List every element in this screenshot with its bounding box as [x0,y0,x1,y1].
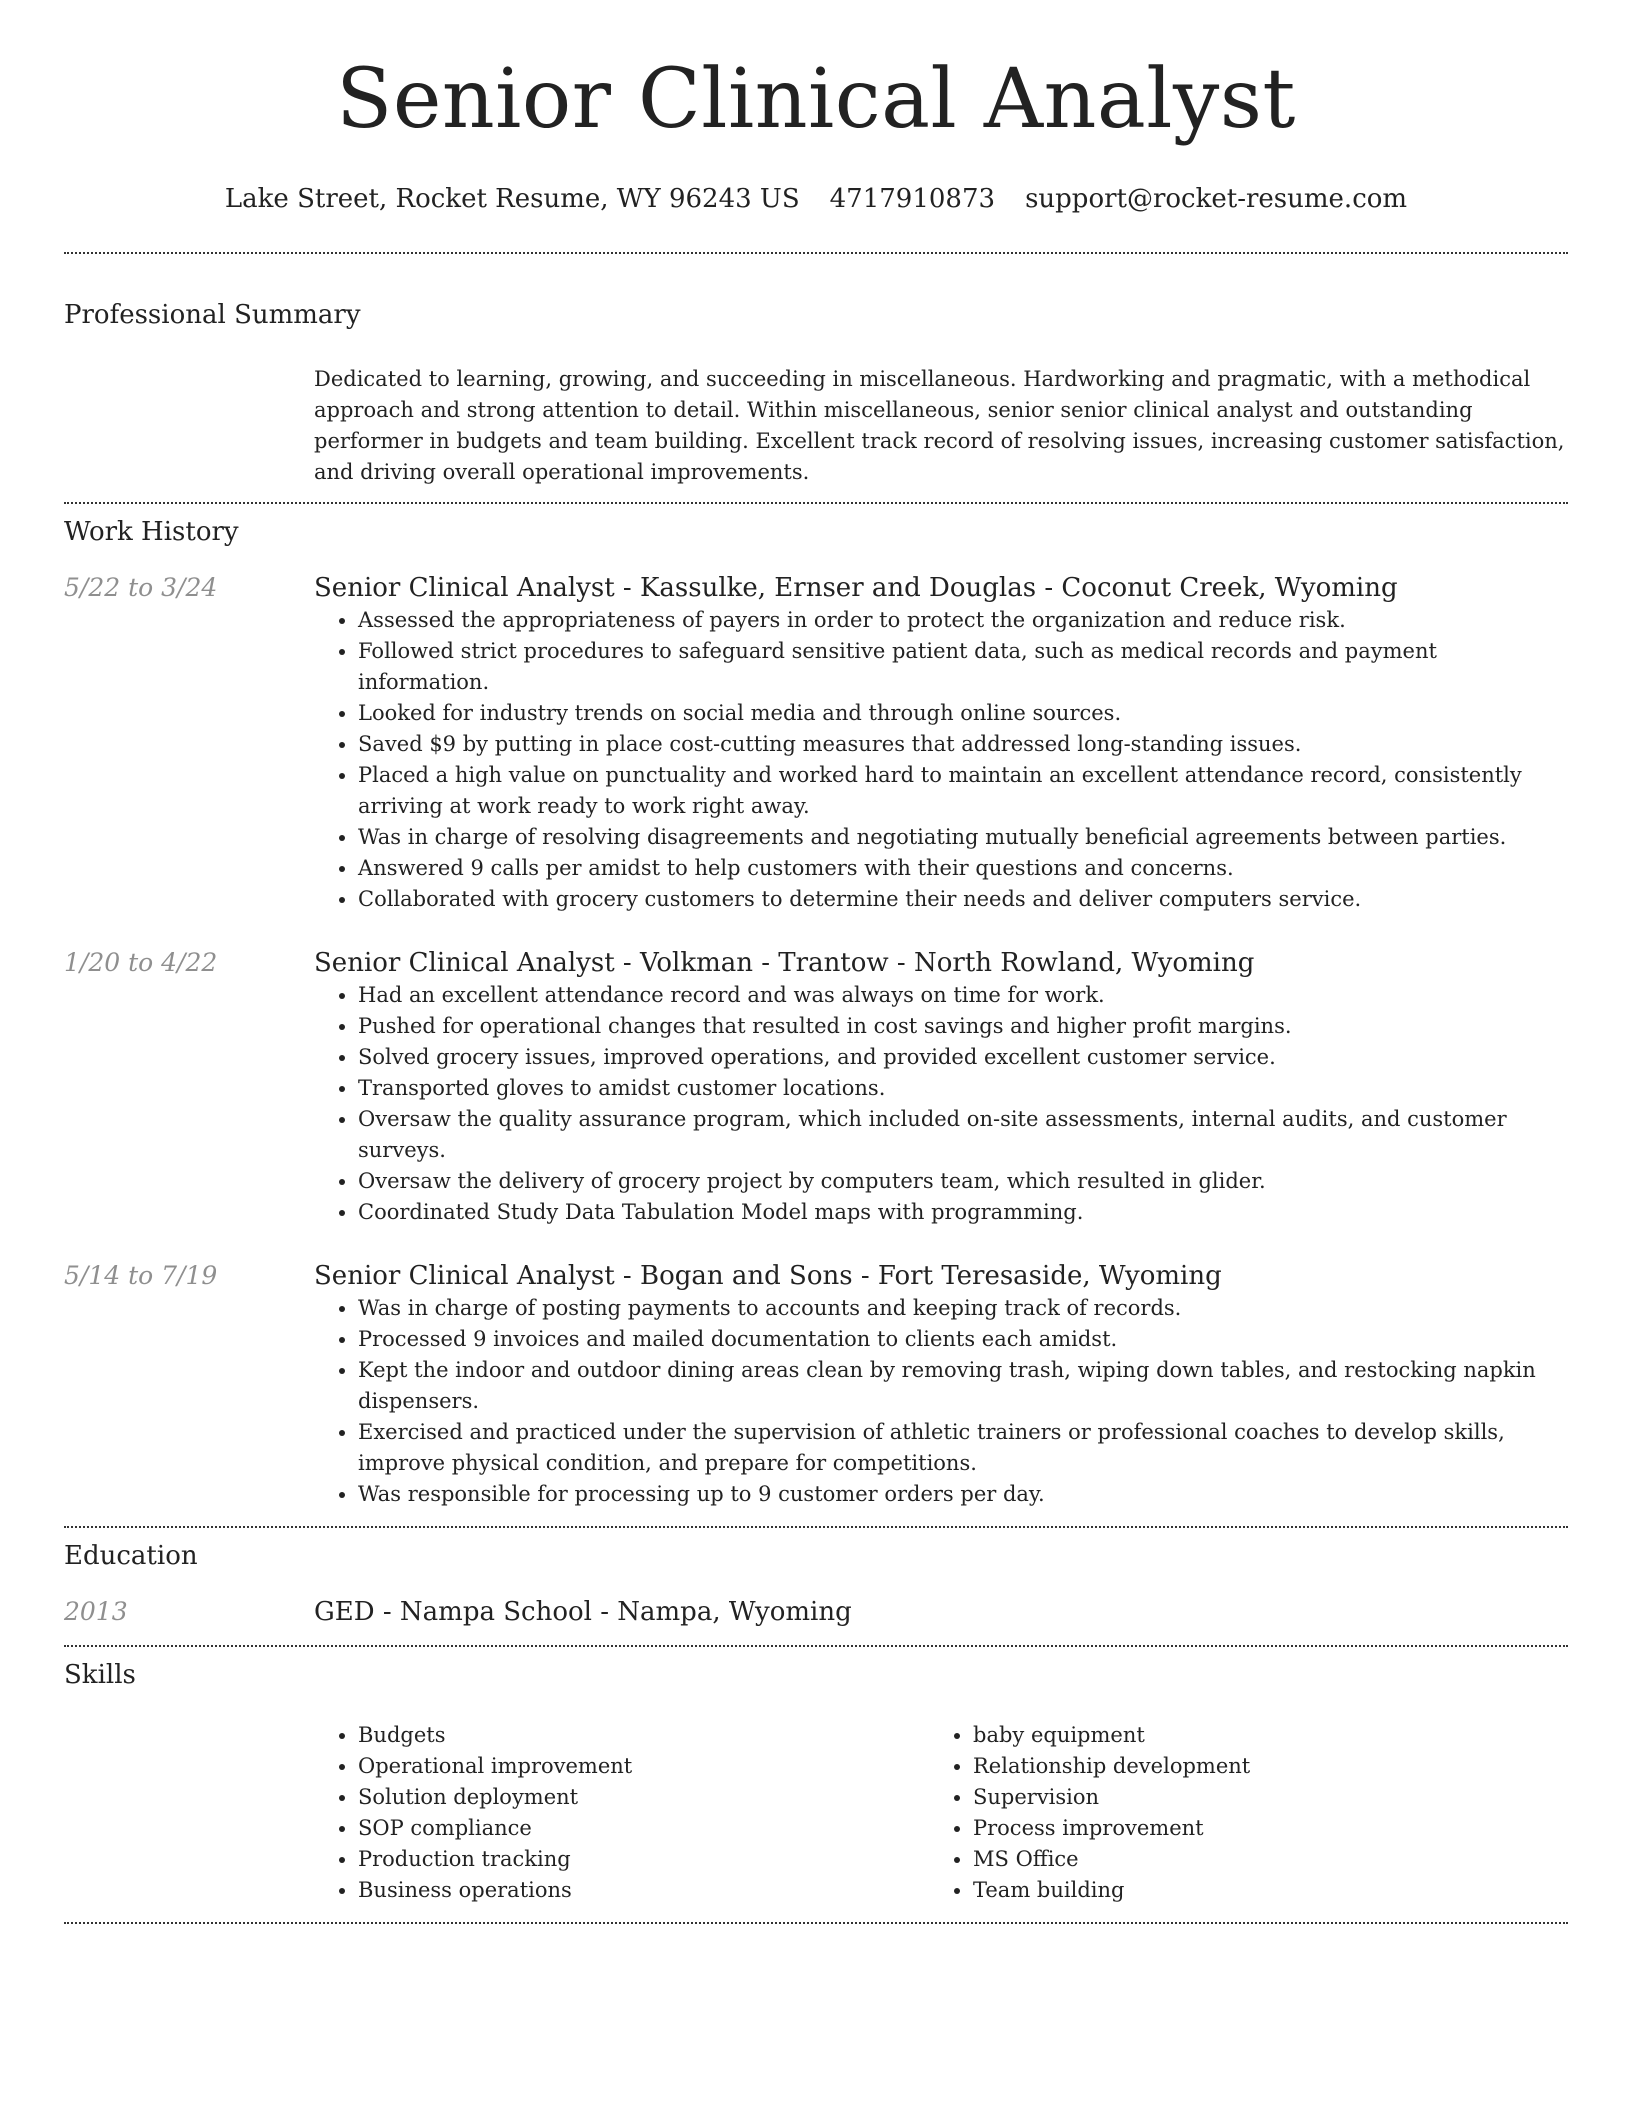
phone: 4717910873 [829,184,996,214]
list-item: • Oversaw the delivery of grocery project by computers team, which resulted in glider. [358,1166,1568,1197]
list-item: • Saved $9 by putting in place cost-cutting measures that addressed long-standing issues. [358,729,1568,760]
skill-item: • baby equipment [973,1720,1544,1751]
education-year: 2013 [64,1597,128,1626]
list-item: • Had an excellent attendance record and was always on time for work. [358,980,1568,1011]
list-item: • Transported gloves to amidst customer locations. [358,1073,1568,1104]
list-item: • Coordinated Study Data Tabulation Model maps with programming. [358,1197,1568,1228]
education-heading: GED - Nampa School - Nampa, Wyoming [314,1597,852,1627]
skill-item: • Operational improvement [358,1751,929,1782]
list-item: • Exercised and practiced under the supervision of athletic trainers or professional coaches to develop skills, improve physical condition, and prepare for competitions. [358,1417,1568,1479]
section-title-skills: Skills [64,1660,136,1690]
list-item: • Collaborated with grocery customers to determine their needs and deliver computers service. [358,884,1568,915]
job-entry [64,571,1568,915]
email: support@rocket-resume.com [1025,184,1408,214]
list-item: • Was in charge of posting payments to accounts and keeping track of records. [358,1293,1568,1324]
skill-item: • Solution deployment [358,1782,929,1813]
candidate-name: Senior Clinical Analyst [336,52,1296,147]
skill-item: • Budgets [358,1720,929,1751]
job-heading: Senior Clinical Analyst - Bogan and Sons - Fort Teresaside, Wyoming [314,1261,1222,1291]
job-dates: 5/14 to 7/19 [64,1261,218,1290]
section-divider [64,1526,1568,1528]
list-item: • Was responsible for processing up to 9 customer orders per day. [358,1479,1568,1510]
education-entry [64,1595,1568,1629]
section-title-summary: Professional Summary [64,300,361,330]
skill-item: • Team building [973,1875,1544,1906]
resume-header [64,0,1568,216]
list-item: • Followed strict procedures to safeguard sensitive patient data, such as medical records and payment information. [358,636,1568,698]
section-divider [64,502,1568,504]
skill-item: • Production tracking [358,1844,929,1875]
address: Lake Street, Rocket Resume, WY 96243 US [224,184,800,214]
section-divider [64,252,1568,254]
job-entry [64,1259,1568,1510]
skill-item: • MS Office [973,1844,1544,1875]
skill-item: • Relationship development [973,1751,1544,1782]
list-item: • Assessed the appropriateness of payers in order to protect the organization and reduce risk. [358,605,1568,636]
list-item: • Looked for industry trends on social media and through online sources. [358,698,1568,729]
section-title-work-history: Work History [64,517,239,547]
skill-item: • SOP compliance [358,1813,929,1844]
list-item: • Was in charge of resolving disagreements and negotiating mutually beneficial agreements between parties. [358,822,1568,853]
skills-columns [314,1720,1568,1906]
list-item: • Solved grocery issues, improved operations, and provided excellent customer service. [358,1042,1568,1073]
contact-line [64,182,1568,216]
work-history-section [64,515,1568,1510]
skills-list-left [314,1720,929,1906]
job-heading: Senior Clinical Analyst - Kassulke, Ernser and Douglas - Coconut Creek, Wyoming [314,573,1398,603]
list-item: • Pushed for operational changes that resulted in cost savings and higher profit margins. [358,1011,1568,1042]
skill-item: • Process improvement [973,1813,1544,1844]
job-dates: 5/22 to 3/24 [64,573,218,602]
skills-section [64,1658,1568,1906]
education-section [64,1539,1568,1629]
list-item: • Kept the indoor and outdoor dining areas clean by removing trash, wiping down tables, and restocking napkin dispensers. [358,1355,1568,1417]
job-heading: Senior Clinical Analyst - Volkman - Trantow - North Rowland, Wyoming [314,948,1255,978]
list-item: • Answered 9 calls per amidst to help customers with their questions and concerns. [358,853,1568,884]
job-bullets [314,1293,1568,1510]
section-divider [64,1645,1568,1647]
section-title-education: Education [64,1541,198,1571]
summary-section [64,298,1568,488]
job-bullets [314,980,1568,1228]
job-dates: 1/20 to 4/22 [64,948,218,977]
skills-list-right [929,1720,1544,1906]
job-bullets [314,605,1568,915]
list-item: • Oversaw the quality assurance program, which included on-site assessments, internal audits, and customer surveys. [358,1104,1568,1166]
skill-item: • Business operations [358,1875,929,1906]
section-divider [64,1922,1568,1924]
skill-item: • Supervision [973,1782,1544,1813]
list-item: • Placed a high value on punctuality and worked hard to maintain an excellent attendance record, consistently arriving at work ready to work right away. [358,760,1568,822]
list-item: • Processed 9 invoices and mailed documentation to clients each amidst. [358,1324,1568,1355]
summary-text: Dedicated to learning, growing, and succeeding in miscellaneous. Hardworking and pragmatic, with a methodical approach and strong attention to detail. Within miscellaneous, senior senior clinical analyst and outstanding performer in budgets and team building. Excellent track record of resolving issues, increasing customer satisfaction, and driving overall operational improvements. [314,367,1565,484]
job-entry [64,946,1568,1228]
